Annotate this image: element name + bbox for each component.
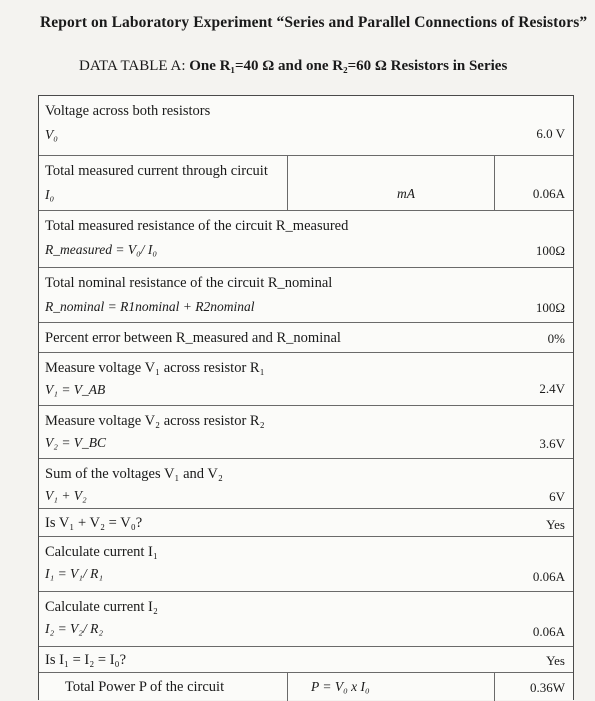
row-label: Calculate current I₁: [45, 544, 158, 560]
row-value: 0.06A: [532, 624, 565, 639]
table-row: [39, 323, 573, 353]
row-unit: mA: [397, 186, 415, 201]
row-label: Total Power P of the circuit: [65, 679, 225, 695]
row-label: Total nominal resistance of the circuit R_nominal: [45, 275, 333, 291]
row-value: 100Ω: [535, 300, 565, 315]
table-row: [39, 509, 573, 537]
row-value: 2.4V: [539, 381, 565, 396]
column-divider: [287, 673, 288, 701]
column-divider: [494, 156, 495, 211]
table-row: [39, 673, 573, 701]
column-divider: [287, 156, 288, 211]
row-value: 0%: [547, 331, 565, 346]
row-value: 0.06A: [532, 569, 565, 584]
column-divider: [494, 673, 495, 701]
table-row: [39, 96, 573, 156]
row-label: Measure voltage V₂ across resistor R₂: [45, 413, 265, 429]
row-label: Measure voltage V₁ across resistor R₁: [45, 360, 265, 376]
row-formula: V₀: [45, 127, 58, 142]
data-table-subtitle: [79, 58, 507, 75]
row-formula: V₁ = V_AB: [45, 382, 106, 397]
row-label: Voltage across both resistors: [45, 103, 211, 119]
row-formula: V₂ = V_BC: [45, 435, 107, 450]
row-label: Percent error between R_measured and R_nominal: [45, 330, 341, 346]
row-formula: I₁ = V₁/ R₁: [45, 566, 104, 581]
row-label: Is V₁ + V₂ = V₀?: [45, 515, 143, 531]
row-formula: P = V₀ x I₀: [311, 679, 370, 694]
row-value: 6.0 V: [536, 126, 565, 141]
table-row: [39, 406, 573, 459]
row-value: Yes: [546, 653, 565, 668]
row-value: 6V: [549, 489, 565, 504]
table-row: [39, 353, 573, 406]
row-value: Yes: [546, 517, 565, 532]
table-row: [39, 268, 573, 323]
row-value: 100Ω: [535, 243, 565, 258]
table-row: [39, 211, 573, 268]
row-label: Total measured resistance of the circuit R_measured: [45, 218, 349, 234]
row-value: 3.6V: [539, 436, 565, 451]
subtitle-plain: DATA TABLE A:: [79, 58, 186, 74]
table-row: [39, 592, 573, 647]
row-formula: I₀: [45, 187, 55, 202]
row-formula: R_measured = V₀/ I₀: [45, 242, 158, 257]
row-formula: I₂ = V₂/ R₂: [45, 621, 104, 636]
row-label: Sum of the voltages V₁ and V₂: [45, 466, 223, 482]
row-value: 0.36W: [529, 680, 565, 695]
row-label: Is I₁ = I₂ = I₀?: [45, 652, 127, 668]
report-title: Report on Laboratory Experiment “Series and Parallel Connections of Resistors”: [40, 14, 588, 31]
table-row: [39, 647, 573, 673]
row-label: Calculate current I₂: [45, 599, 158, 615]
row-formula: V₁ + V₂: [45, 488, 87, 503]
table-row: [39, 156, 573, 211]
row-value: 0.06A: [532, 186, 565, 201]
row-formula: R_nominal = R1nominal + R2nominal: [45, 299, 255, 314]
row-label: Total measured current through circuit: [45, 163, 268, 179]
table-row: [39, 459, 573, 509]
table-row: [39, 537, 573, 592]
data-table-a: [38, 95, 574, 700]
subtitle-bold-2: in Series: [452, 58, 508, 74]
subtitle-bold: One R₁=40 Ω and one R₂=60 Ω Resistors: [189, 58, 449, 74]
